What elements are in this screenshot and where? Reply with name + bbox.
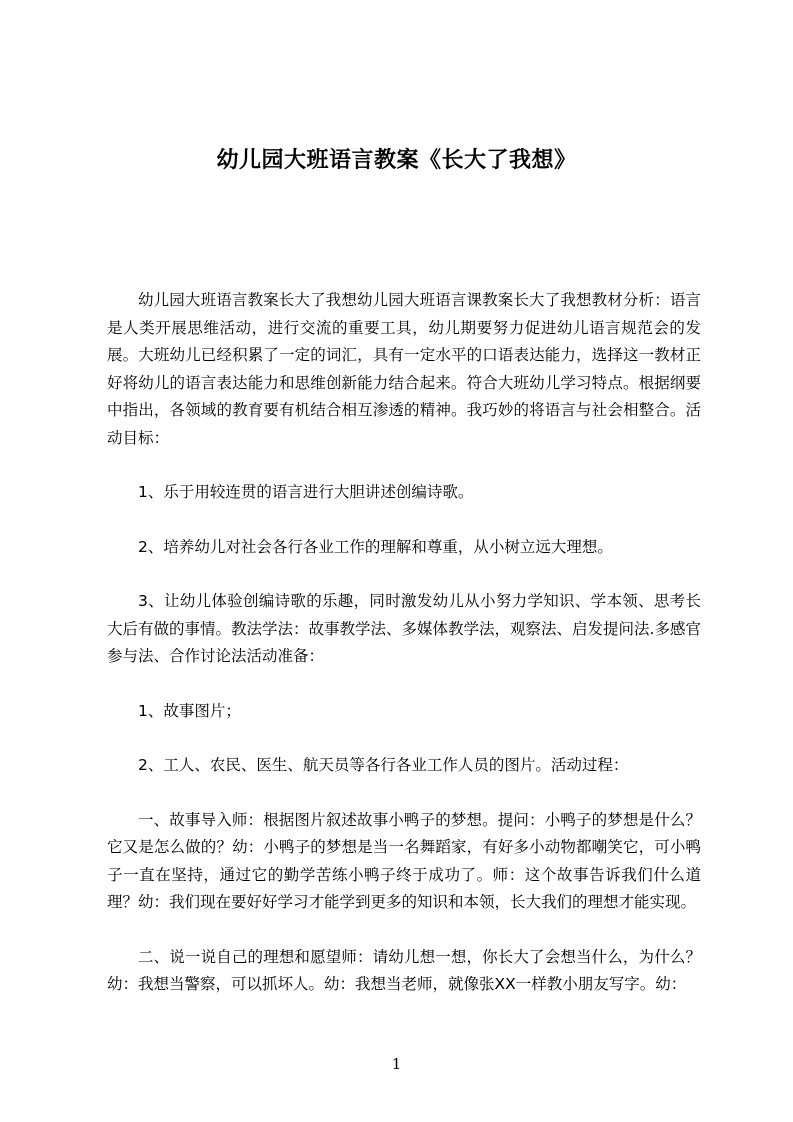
paragraph-prep-1: 1、故事图片； [138, 701, 241, 720]
document-title: 幼儿园大班语言教案《长大了我想》 [216, 148, 577, 173]
paragraph-prep-2: 2、工人、农民、医生、航天员等各行各业工作人员的图片。活动过程： [138, 756, 629, 774]
document-body [107, 287, 701, 999]
paragraph-goal-2: 2、培养幼儿对社会各行各业工作的理解和尊重，从小树立远大理想。 [138, 537, 613, 556]
page-number: 1 [391, 1055, 402, 1073]
paragraph-process-2: 二、说一说自己的理想和愿望师：请幼儿想一想，你长大了会想当什么，为什么？幼：我想当警察，可以抓坏人。幼：我想当老师，就像张XX一样教小朋友写字。幼： [107, 947, 701, 993]
paragraph-intro: 幼儿园大班语言教案长大了我想幼儿园大班语言课教案长大了我想教材分析：语言是人类开展思维活动，进行交流的重要工具，幼儿期要努力促进幼儿语言规范会的发展。大班幼儿已经积累了一定的词汇，具有一定水平的口语表达能力，选择这一教材正好将幼儿的语言表达能力和思维创新能力结合起来。符合大班幼儿学习特点。根据纲要中指出，各领域的教育要有机结合相互渗透的精神。我巧妙的将语言与社会相整合。活动目标： [107, 291, 701, 447]
paragraph-goal-1: 1、乐于用较连贯的语言进行大胆讲述创编诗歌。 [138, 483, 474, 501]
paragraph-goal-3: 3、让幼儿体验创编诗歌的乐趣，同时激发幼儿从小努力学知识、学本领、思考长大后有做的事情。教法学法：故事教学法、多媒体教学法，观察法、启发提问法.多感官参与法、合作讨论法活动准备： [107, 592, 701, 665]
paragraph-process-1: 一、故事导入师：根据图片叙述故事小鸭子的梦想。提问：小鸭子的梦想是什么？它又是怎么做的？幼：小鸭子的梦想是当一名舞蹈家，有好多小动物都嘲笑它，可小鸭子一直在坚持，通过它的勤学苦练小鸭子终于成功了。师：这个故事告诉我们什么道理？幼：我们现在要好好学习才能学到更多的知识和本领，长大我们的理想才能实现。 [107, 810, 701, 911]
